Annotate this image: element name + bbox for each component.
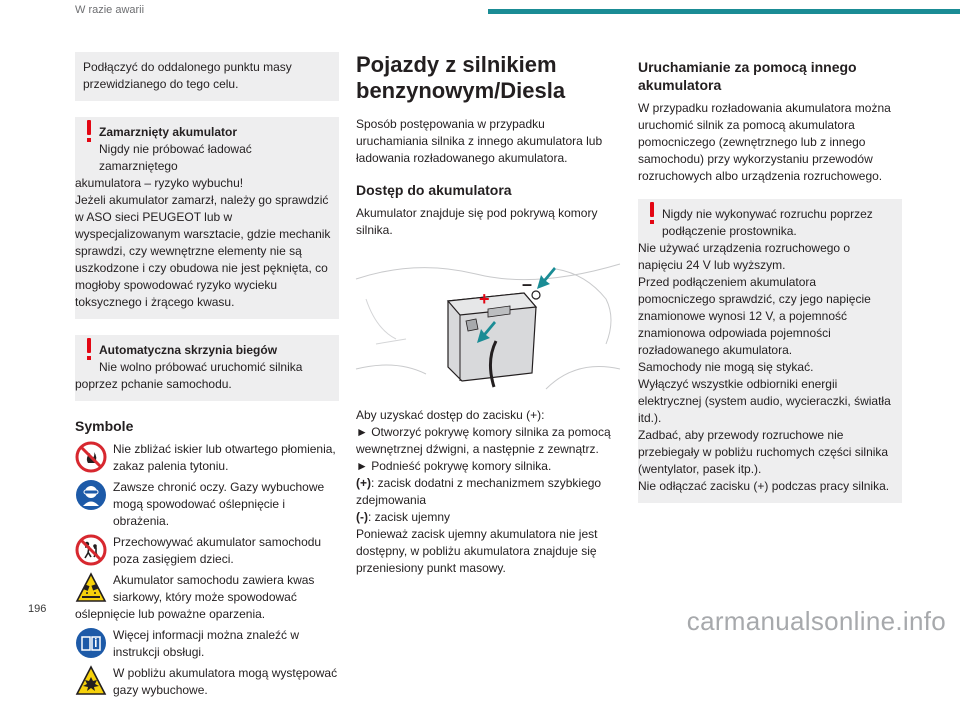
intro-paragraph: Sposób postępowania w przypadku uruchamiania silnika z innego akumulatora lub ładowania rozładowanego akumulatora. <box>356 117 603 165</box>
symbols-list <box>75 441 339 699</box>
jump-start-heading: Uruchamianie za pomocą innego akumulatora <box>638 59 857 93</box>
battery-illustration <box>356 249 620 395</box>
corrosive-icon <box>75 572 107 604</box>
symbol-item <box>75 572 339 623</box>
instruction-step: ► Otworzyć pokrywę komory silnika za pomocą wewnętrznej dźwigni, a następnie z zewnątrz. <box>356 425 611 456</box>
outro-paragraph: Ponieważ zacisk ujemny akumulatora nie jest dostępny, w pobliżu akumulatora znajduje się przeniesiony punkt masowy. <box>356 527 598 575</box>
symbol-item <box>75 534 339 568</box>
symbols-heading: Symbole <box>75 418 134 434</box>
symbol-item <box>75 627 339 661</box>
instructions <box>356 407 620 577</box>
minus-label: – <box>522 274 533 294</box>
instruction-step: Aby uzyskać dostęp do zacisku (+): <box>356 408 545 422</box>
warning-body: akumulatora – ryzyko wybuchu! Jeżeli akumulator zamarzł, należy go sprawdzić w ASO sieci PEUGEOT lub w wyspecjalizowanym warsztacie, gdzie mechanik sprawdzi, czy wewnętrzne elementy nie są uszkodzone i czy obudowa nie jest pęknięta, co mogłoby spowodować ryzyko wycieku toksycznego i żrącego kwasu. <box>75 176 331 309</box>
warning-exclamation-icon <box>85 338 93 362</box>
warning-exclamation-icon <box>85 120 93 144</box>
header-accent-bar <box>488 9 960 14</box>
warning-note-automatic-gearbox <box>75 335 339 401</box>
eye-protection-icon <box>75 479 107 511</box>
access-paragraph: Akumulator znajduje się pod pokrywą komory silnika. <box>356 206 598 237</box>
symbol-text: Nie zbliżać iskier lub otwartego płomienia, zakaz palenia tytoniu. <box>113 442 336 473</box>
keep-away-children-icon <box>75 534 107 566</box>
instruction-step: ► Podnieść pokrywę komory silnika. <box>356 459 552 473</box>
warning-exclamation-icon <box>648 202 656 226</box>
read-manual-icon <box>75 627 107 659</box>
page-number: 196 <box>28 603 47 615</box>
warning-title: Zamarznięty akumulator <box>99 125 238 139</box>
symbol-text: W pobliżu akumulatora mogą występować gazy wybuchowe. <box>113 666 338 697</box>
info-note <box>75 52 339 101</box>
warning-first-line: Nigdy nie wykonywać rozruchu poprzez podłączenie prostownika. <box>662 207 873 238</box>
plus-terminal-text: : zacisk dodatni z mechanizmem szybkiego zdejmowania <box>356 476 602 507</box>
symbol-text: Zawsze chronić oczy. Gazy wybuchowe mogą spowodować oślepnięcie i obrażenia. <box>113 480 325 528</box>
warning-body: poprzez pchanie samochodu. <box>75 377 232 391</box>
symbol-item <box>75 665 339 699</box>
warning-first-line: Nigdy nie próbować ładować zamarzniętego <box>99 142 252 173</box>
symbol-text: Przechowywać akumulator samochodu poza zasięgiem dzieci. <box>113 535 322 566</box>
minus-terminal-desc <box>356 509 620 526</box>
no-fire-icon <box>75 441 107 473</box>
symbol-first-line: Akumulator samochodu zawiera kwas siarkowy, który może spowodować <box>113 573 315 604</box>
plus-label: + <box>479 289 490 309</box>
watermark: carmanualsonline.info <box>686 606 946 636</box>
info-note-text: Podłączyć do oddalonego punktu masy przewidzianego do tego celu. <box>83 60 292 91</box>
symbol-text: Więcej informacji można znaleźć w instrukcji obsługi. <box>113 628 300 659</box>
column-left <box>75 52 339 703</box>
warning-note-frozen-battery <box>75 117 339 319</box>
warning-note-jump-start <box>638 199 902 503</box>
explosive-icon <box>75 665 107 697</box>
plus-terminal-label: (+) <box>356 476 371 490</box>
warning-title: Automatyczna skrzynia biegów <box>99 343 278 357</box>
symbol-item <box>75 441 339 475</box>
running-header: W razie awarii <box>75 4 145 16</box>
warning-first-line: Nie wolno próbować uruchomić silnika <box>99 360 303 374</box>
column-middle <box>356 52 620 577</box>
warning-body: Nie używać urządzenia rozruchowego o napięciu 24 V lub wyższym. Przed podłączeniem akumulatora pomocniczego sprawdzić, czy jego napięcie znamionowe wynosi 12 V, a pojemność znamionowa odpowiada pojemności rozładowanego akumulatora. Samochody nie mogą się stykać. Wyłączyć wszystkie odbiorniki energii elektrycznej (system audio, wycieraczki, światła itd.). Zadbać, aby przewody rozruchowe nie przebiegały w pobliżu ruchomych części silnika (wentylator, pasek itp.). Nie odłączać zacisku (+) podczas pracy silnika. <box>638 241 891 493</box>
minus-terminal-label: (-) <box>356 510 368 524</box>
access-heading: Dostęp do akumulatora <box>356 182 512 198</box>
symbol-item <box>75 479 339 530</box>
jump-start-intro: W przypadku rozładowania akumulatora można uruchomić silnik za pomocą akumulatora pomocniczego (zewnętrznego lub z innego samochodu) przy wykorzystaniu przewodów rozruchowych albo urządzenia rozruchowego. <box>638 101 891 183</box>
column-right <box>638 52 902 519</box>
plus-terminal-desc <box>356 475 620 509</box>
page-title: Pojazdy z silnikiem benzynowym/Diesla <box>356 52 566 103</box>
symbol-text: oślepnięcie lub poważne oparzenia. <box>75 607 266 621</box>
minus-terminal-text: : zacisk ujemny <box>368 510 451 524</box>
